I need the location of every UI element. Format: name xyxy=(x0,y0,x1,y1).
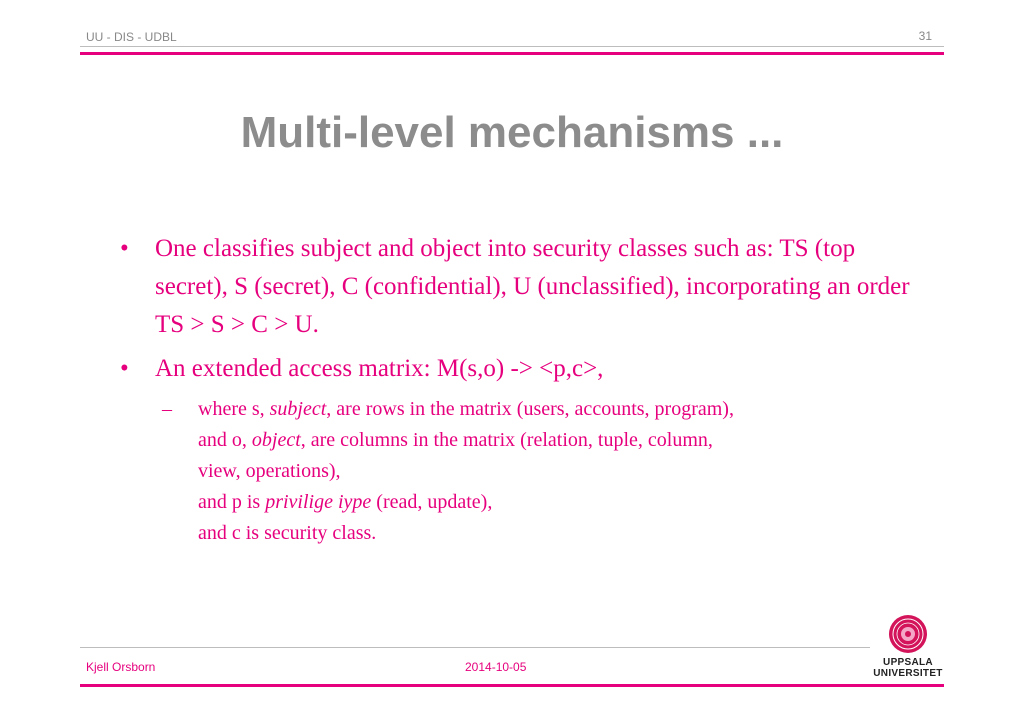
bullet-item xyxy=(120,230,920,344)
footer-accent-rule xyxy=(80,684,944,687)
slide-title: Multi-level mechanisms ... xyxy=(240,108,784,157)
header-left: UU - DIS - UDBL xyxy=(86,30,177,44)
seal-icon xyxy=(888,614,928,654)
sub-line-2: and o, object, are columns in the matrix (relation, tuple, column, xyxy=(198,429,713,451)
slide-body xyxy=(120,230,920,549)
bullet-dot: • xyxy=(120,355,129,382)
logo-line-2: UNIVERSITET xyxy=(873,668,943,679)
sub-bullet-dash: – xyxy=(162,398,172,420)
bullet-item xyxy=(120,350,920,388)
logo-line-1: UPPSALA xyxy=(883,657,933,668)
page-number: 31 xyxy=(918,29,932,43)
bullet-text: One classifies subject and object into security classes such as: TS (top secret), S (secret), C (confidential), U (unclassified), incorporating an order TS > S > C > U. xyxy=(155,235,910,338)
bullet-text: An extended access matrix: M(s,o) -> <p,c>, xyxy=(155,355,604,382)
bullet-dot: • xyxy=(120,235,129,262)
sub-bullet xyxy=(120,394,920,549)
header-divider xyxy=(80,46,944,47)
sub-line-1: where s, subject, are rows in the matrix (users, accounts, program), xyxy=(198,398,734,420)
university-logo xyxy=(872,614,944,679)
sub-line-3: view, operations), xyxy=(198,460,341,482)
footer-divider xyxy=(80,647,870,648)
sub-line-4: and p is privilige iype (read, update), xyxy=(198,491,493,513)
header-accent-rule xyxy=(80,52,944,55)
footer-date: 2014-10-05 xyxy=(465,660,527,674)
footer-author: Kjell Orsborn xyxy=(86,660,156,674)
sub-line-5: and c is security class. xyxy=(198,522,377,544)
